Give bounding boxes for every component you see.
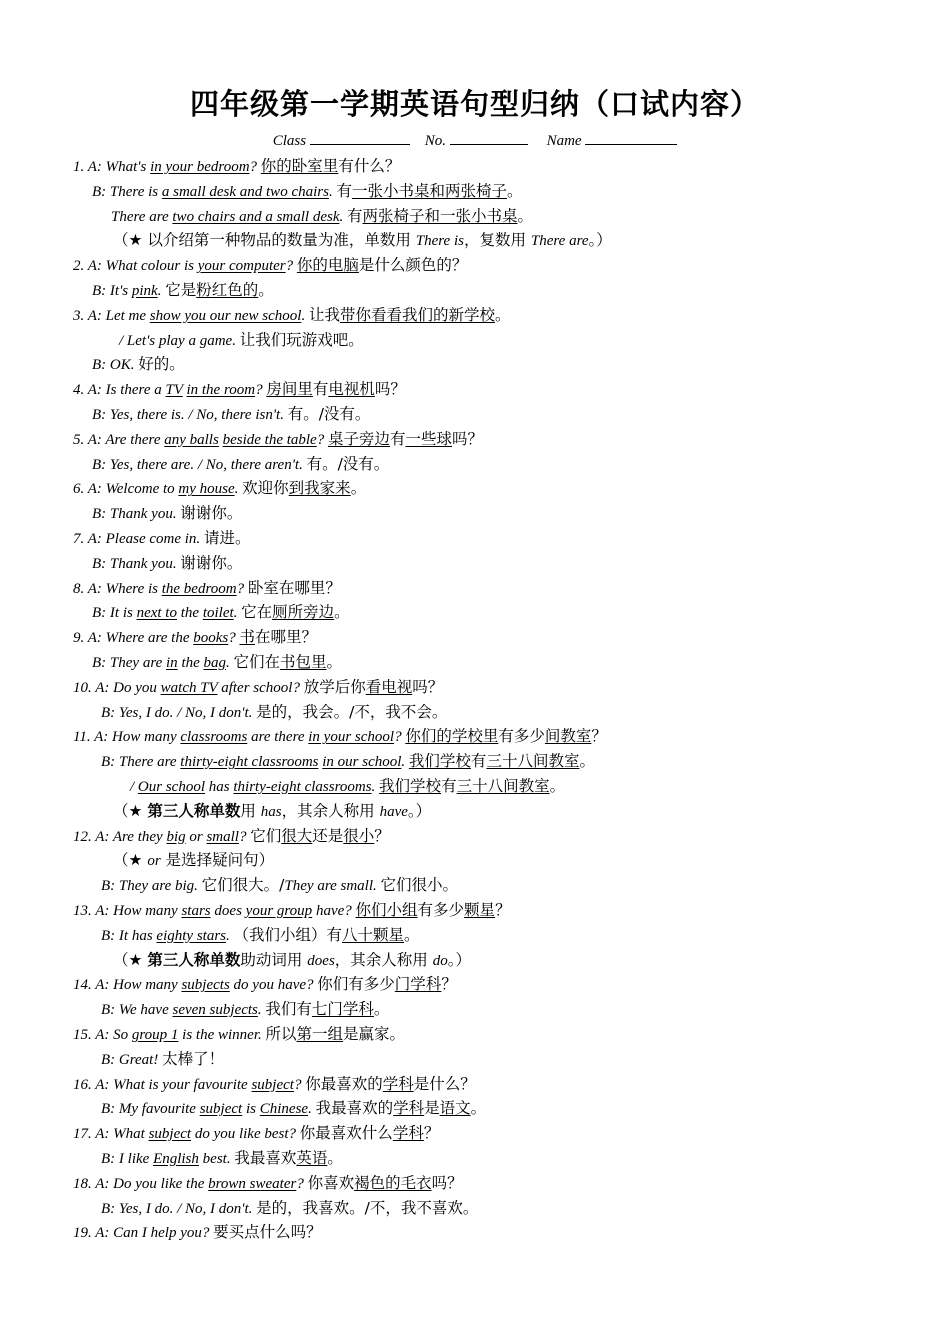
- chinese-text: 太棒了！: [162, 1049, 225, 1068]
- english-text: B: They are: [92, 655, 167, 671]
- chinese-text: （★: [113, 801, 148, 820]
- chinese-text: 。: [470, 1099, 487, 1118]
- sentence-line: [113, 948, 471, 972]
- underlined-phrase: 第一组: [296, 1025, 344, 1043]
- underlined-phrase: 学科: [393, 1099, 425, 1118]
- underlined-phrase: English: [153, 1151, 199, 1167]
- chinese-text: 有: [336, 181, 352, 200]
- underlined-phrase: 八十颗星: [342, 925, 405, 944]
- sentence-line: [92, 179, 523, 203]
- sentence-line: [73, 303, 511, 327]
- sentence-line: [73, 1171, 463, 1195]
- english-text: B: Thank you.: [92, 555, 181, 572]
- underlined-phrase: small: [206, 828, 239, 845]
- chinese-text: 它们在: [233, 653, 281, 671]
- english-text: B: OK.: [92, 357, 139, 374]
- underlined-phrase: watch TV: [160, 679, 218, 696]
- sentence-line: [113, 848, 274, 872]
- chinese-text: （★: [113, 851, 148, 870]
- chinese-text: 有: [470, 752, 487, 771]
- underlined-phrase: stars: [181, 903, 211, 919]
- chinese-text: 。）: [447, 950, 471, 969]
- underlined-phrase: Chinese: [259, 1101, 309, 1118]
- english-text: B: There is: [92, 183, 162, 200]
- chinese-text: 第三人称单数: [147, 801, 241, 820]
- underlined-phrase: thirty-eight classrooms: [233, 779, 372, 795]
- english-text: ?: [394, 729, 406, 746]
- chinese-text: 。: [404, 925, 420, 944]
- underlined-phrase: 语文: [439, 1099, 471, 1118]
- english-text: best.: [198, 1151, 235, 1167]
- chinese-text: 所以: [265, 1025, 297, 1043]
- english-text: the: [176, 605, 203, 622]
- chinese-text: （★ 以介绍第一种物品的数量为准，单数用: [113, 231, 416, 250]
- chinese-text: 有多少: [498, 727, 545, 746]
- chinese-text: 吗？: [431, 1173, 463, 1192]
- english-text: has: [205, 779, 234, 795]
- english-text: 6. A: Welcome to: [73, 481, 179, 498]
- sentence-line: [73, 898, 511, 922]
- chinese-text: 有什么？: [338, 157, 401, 175]
- sentence-line: [92, 600, 350, 624]
- english-text: B: It's: [92, 283, 132, 299]
- english-text: do: [432, 952, 448, 969]
- underlined-phrase: TV: [165, 382, 183, 399]
- sentence-line: [92, 650, 342, 674]
- english-text: .: [301, 307, 309, 324]
- chinese-text: 我最喜欢的: [315, 1099, 394, 1118]
- english-text: B: Yes, I do. / No, I don't.: [101, 1200, 257, 1217]
- english-text: 1. A: What's: [73, 159, 151, 175]
- chinese-text: 有多少: [417, 901, 465, 919]
- english-text: There is: [415, 233, 464, 250]
- english-text: B: There are: [101, 754, 181, 771]
- sentence-line: [92, 352, 185, 376]
- chinese-text: 是: [424, 1099, 440, 1118]
- underlined-phrase: next to: [136, 605, 177, 622]
- chinese-text: 在哪里？: [255, 628, 318, 647]
- english-text: ?: [255, 382, 267, 399]
- student-info-line: [0, 130, 950, 150]
- chinese-text: （我们小组）有: [233, 925, 343, 944]
- underlined-phrase: in: [166, 655, 178, 671]
- underlined-phrase: any balls: [164, 431, 219, 448]
- underlined-phrase: 你们小组: [355, 901, 418, 919]
- chinese-text: 。: [517, 206, 534, 225]
- chinese-text: 谢谢你。: [180, 553, 243, 572]
- underlined-phrase: 桌子旁边: [327, 429, 390, 448]
- chinese-text: 有。/没有。: [287, 405, 371, 423]
- sentence-line: [73, 824, 390, 848]
- english-text: 11. A: How many: [73, 729, 181, 746]
- english-text: .: [328, 183, 337, 200]
- english-text: 17. A: What: [73, 1126, 149, 1143]
- sentence-line: [111, 204, 533, 228]
- english-text: after school?: [217, 679, 304, 696]
- chinese-text: 吗？: [374, 380, 406, 399]
- english-text: B: I like: [101, 1151, 154, 1167]
- english-text: B: Great!: [101, 1051, 163, 1068]
- english-text: .: [233, 605, 242, 622]
- sentence-line: [73, 427, 483, 451]
- sentence-line: [101, 700, 447, 724]
- class-blank: [310, 130, 410, 145]
- chinese-text: ，其余人称用: [281, 801, 380, 820]
- underlined-phrase: thirty-eight classrooms: [180, 754, 319, 771]
- english-text: .: [401, 754, 409, 771]
- chinese-text: 有: [312, 380, 329, 399]
- chinese-text: ，复数用: [463, 231, 531, 250]
- english-text: B: We have: [101, 1002, 173, 1019]
- underlined-phrase: 学科: [392, 1124, 424, 1143]
- sentence-line: [73, 154, 400, 178]
- underlined-phrase: 到我家来: [288, 479, 351, 498]
- english-text: .: [157, 283, 166, 299]
- underlined-phrase: 褐色的毛衣: [354, 1173, 432, 1192]
- sentence-line: [73, 377, 406, 401]
- english-text: have: [379, 803, 408, 820]
- chinese-text: 有: [346, 206, 363, 225]
- chinese-text: ？: [374, 826, 390, 845]
- chinese-text: 。: [350, 479, 367, 498]
- english-text: .: [234, 481, 243, 498]
- english-text: 15. A: So: [73, 1027, 132, 1043]
- underlined-phrase: Our school: [137, 779, 206, 795]
- english-text: .: [226, 655, 234, 671]
- underlined-phrase: pink: [131, 283, 158, 299]
- english-text: ?: [238, 828, 251, 845]
- english-text: is the winner.: [178, 1027, 266, 1043]
- chinese-text: 吗？: [412, 677, 444, 696]
- chinese-text: 有: [389, 429, 406, 448]
- english-text: .: [308, 1101, 316, 1118]
- sentence-line: [92, 278, 274, 302]
- sentence-line: [73, 724, 607, 748]
- chinese-text: 我们有: [265, 1000, 312, 1019]
- english-text: 7. A: Please come in.: [73, 531, 204, 547]
- underlined-phrase: big: [166, 828, 186, 845]
- chinese-text: 。）: [588, 231, 612, 250]
- underlined-phrase: the bedroom: [161, 580, 237, 597]
- chinese-text: 要买点什么吗？: [213, 1223, 322, 1242]
- chinese-text: ，其余人称用: [334, 950, 433, 969]
- english-text: or: [147, 853, 161, 870]
- sentence-line: [73, 476, 366, 500]
- underlined-phrase: in our school: [322, 754, 402, 771]
- underlined-phrase: 三十八间教室: [456, 777, 550, 795]
- underlined-phrase: 间教室: [544, 727, 592, 746]
- chinese-text: 。: [327, 1149, 343, 1167]
- sentence-line: [101, 1047, 224, 1071]
- sentence-line: [73, 526, 250, 550]
- chinese-text: 是选择疑问句）: [160, 851, 275, 870]
- underlined-phrase: 三十八间教室: [486, 752, 580, 771]
- chinese-text: 它们很大。/: [201, 876, 285, 895]
- english-text: 8. A: Where is: [73, 580, 162, 597]
- underlined-phrase: beside the table: [222, 431, 317, 448]
- english-text: / Let's play a game.: [119, 332, 240, 349]
- underlined-phrase: 粉红色的: [196, 281, 259, 299]
- underlined-phrase: brown sweater: [208, 1175, 297, 1192]
- underlined-phrase: in your bedroom: [150, 159, 250, 175]
- sentence-line: [113, 799, 431, 823]
- underlined-phrase: two chairs and a small desk: [172, 208, 340, 225]
- english-text: ?: [296, 1175, 308, 1192]
- chinese-text: 它是: [165, 281, 197, 299]
- english-text: ?: [285, 258, 297, 275]
- sentence-line: [92, 501, 242, 525]
- english-text: does: [210, 903, 246, 919]
- underlined-phrase: your computer: [197, 258, 286, 275]
- english-text: B: It is: [92, 605, 137, 622]
- chinese-text: 还是: [312, 826, 344, 845]
- name-blank: [585, 130, 677, 145]
- english-text: There are: [530, 233, 589, 250]
- english-text: is: [242, 1101, 260, 1118]
- sentence-line: [73, 625, 317, 649]
- english-text: ?: [249, 159, 261, 175]
- chinese-text: 欢迎你: [242, 479, 289, 498]
- underlined-phrase: subject: [251, 1076, 294, 1093]
- underlined-phrase: 带你看看我们的新学校: [339, 305, 495, 324]
- underlined-phrase: 七门学科: [311, 1000, 374, 1019]
- underlined-phrase: 两张椅子和一张小书桌: [362, 206, 518, 225]
- chinese-text: 。: [373, 1000, 390, 1019]
- chinese-text: 是的，我喜欢。/不，我不喜欢。: [256, 1198, 479, 1217]
- underlined-phrase: 英语: [296, 1149, 328, 1167]
- english-text: .: [257, 1002, 266, 1019]
- sentence-line: [73, 1072, 476, 1096]
- underlined-phrase: in your school: [308, 729, 395, 746]
- underlined-phrase: show you our new school: [149, 307, 302, 324]
- underlined-phrase: books: [193, 630, 229, 647]
- underlined-phrase: group 1: [131, 1027, 179, 1043]
- english-text: B: They are big.: [101, 878, 202, 895]
- english-text: 3. A: Let me: [73, 307, 150, 324]
- sentence-line: [113, 228, 612, 252]
- sentence-line: [130, 774, 565, 798]
- chinese-text: 你最喜欢的: [305, 1074, 383, 1093]
- underlined-phrase: 你们的学校里: [405, 727, 499, 746]
- sentence-line: [101, 1146, 343, 1170]
- chinese-text: ？: [591, 727, 607, 746]
- sentence-line: [101, 749, 595, 773]
- underlined-phrase: subject: [199, 1101, 243, 1118]
- sentence-line: [73, 1022, 405, 1046]
- underlined-phrase: 门学科: [394, 975, 442, 994]
- underlined-phrase: 厕所旁边: [272, 603, 335, 622]
- english-text: B: Yes, there are. / No, there aren't.: [92, 456, 307, 473]
- underlined-phrase: subject: [148, 1126, 192, 1143]
- english-text: There are: [111, 208, 173, 225]
- chinese-text: 你喜欢: [307, 1173, 355, 1192]
- sentence-line: [73, 675, 443, 699]
- name-label: Name: [546, 133, 582, 149]
- chinese-text: 它在: [241, 603, 273, 622]
- english-text: 14. A: How many: [73, 977, 182, 994]
- underlined-phrase: 一张小书桌和两张椅子: [351, 181, 507, 200]
- english-text: 2. A: What colour is: [73, 258, 198, 275]
- sentence-line: [92, 402, 370, 426]
- sentence-line: [101, 923, 420, 947]
- underlined-phrase: subjects: [181, 977, 230, 994]
- english-text: 9. A: Where are the: [73, 630, 194, 647]
- chinese-text: 它们很小。: [380, 876, 459, 895]
- chinese-text: 。: [579, 752, 595, 771]
- english-text: .: [339, 208, 347, 225]
- chinese-text: 是什么颜色的？: [358, 256, 468, 275]
- english-text: 4. A: Is there a: [73, 382, 166, 399]
- underlined-phrase: 房间里: [266, 380, 313, 399]
- chinese-text: 有: [441, 777, 457, 795]
- english-text: .: [226, 927, 234, 944]
- sentence-line: [101, 1096, 486, 1120]
- underlined-phrase: 颗星: [464, 901, 496, 919]
- underlined-phrase: 我们学校: [408, 752, 471, 771]
- underlined-phrase: 看电视: [365, 677, 413, 696]
- underlined-phrase: 一些球: [405, 429, 453, 448]
- english-text: B: Thank you.: [92, 506, 181, 523]
- chinese-text: 。: [506, 181, 523, 200]
- chinese-text: （★: [113, 950, 148, 969]
- english-text: 18. A: Do you like the: [73, 1175, 209, 1192]
- underlined-phrase: 书包里: [280, 653, 327, 671]
- underlined-phrase: 很小: [343, 826, 375, 845]
- english-text: have?: [312, 903, 356, 919]
- english-text: are there: [247, 729, 309, 746]
- chinese-text: 我最喜欢: [234, 1149, 297, 1167]
- underlined-phrase: 电视机: [328, 380, 375, 399]
- sentence-line: [92, 551, 242, 575]
- chinese-text: 让我们玩游戏吧。: [239, 330, 364, 349]
- chinese-text: 是的，我会。/不，我不会。: [256, 702, 448, 721]
- english-text: 16. A: What is your favourite: [73, 1076, 252, 1093]
- english-text: B: Yes, I do. / No, I don't.: [101, 704, 257, 721]
- english-text: ?: [228, 630, 240, 647]
- chinese-text: 。: [258, 281, 274, 299]
- underlined-phrase: a small desk and two chairs: [161, 183, 329, 200]
- underlined-phrase: 我们学校: [379, 777, 442, 795]
- chinese-text: 是什么？: [413, 1074, 476, 1093]
- chinese-text: 。）: [407, 801, 432, 820]
- chinese-text: ？: [441, 975, 457, 994]
- chinese-text: 谢谢你。: [180, 504, 243, 523]
- chinese-text: 请进。: [203, 529, 251, 547]
- english-text: do you like best?: [191, 1126, 300, 1143]
- english-text: does: [307, 952, 335, 969]
- chinese-text: 。: [334, 603, 350, 622]
- chinese-text: 好的。: [138, 355, 185, 374]
- english-text: ?: [316, 431, 328, 448]
- sentence-line: [101, 1196, 478, 1220]
- chinese-text: 你们有多少: [317, 975, 395, 994]
- underlined-phrase: 你的电脑: [296, 256, 359, 275]
- chinese-text: 卧室在哪里？: [247, 578, 341, 597]
- sentence-line: [73, 253, 467, 277]
- chinese-text: 用: [240, 801, 261, 820]
- underlined-phrase: my house: [178, 481, 235, 498]
- english-text: /: [130, 779, 138, 795]
- underlined-phrase: in the room: [186, 382, 256, 399]
- english-text: They are small.: [284, 878, 381, 895]
- sentence-line: [73, 1121, 439, 1145]
- english-text: 10. A: Do you: [73, 679, 161, 696]
- chinese-text: 。: [549, 777, 566, 795]
- sentence-line: [101, 997, 389, 1021]
- chinese-text: 让我: [308, 305, 340, 324]
- chinese-text: 是赢家。: [343, 1025, 406, 1043]
- underlined-phrase: classrooms: [180, 729, 248, 746]
- class-label: Class: [272, 133, 307, 149]
- underlined-phrase: your group: [245, 903, 313, 919]
- english-text: 12. A: Are they: [73, 828, 167, 845]
- english-text: B: It has: [101, 927, 157, 944]
- chinese-text: 助动词用: [240, 950, 308, 969]
- underlined-phrase: toilet: [202, 605, 234, 622]
- underlined-phrase: eighty stars: [156, 927, 227, 944]
- chinese-text: 有。/没有。: [306, 454, 390, 473]
- page-title: 四年级第一学期英语句型归纳（口试内容）: [189, 87, 760, 121]
- sentence-line: [73, 576, 341, 600]
- english-text: has: [260, 803, 282, 820]
- chinese-text: ？: [423, 1124, 440, 1143]
- chinese-text: 你最喜欢什么: [299, 1124, 393, 1143]
- number-blank: [450, 130, 528, 145]
- chinese-text: 放学后你: [303, 677, 366, 696]
- no-label: No.: [424, 133, 447, 149]
- english-text: do you have?: [229, 977, 318, 994]
- english-text: 13. A: How many: [73, 903, 182, 919]
- sentence-line: [73, 972, 457, 996]
- english-text: or: [185, 828, 207, 845]
- underlined-phrase: 学科: [382, 1074, 414, 1093]
- chinese-text: 第三人称单数: [147, 950, 241, 969]
- sentence-line: [73, 1220, 322, 1244]
- english-text: ?: [236, 580, 248, 597]
- chinese-text: 吗？: [452, 429, 484, 448]
- sentence-line: [119, 328, 364, 352]
- chinese-text: 。: [495, 305, 511, 324]
- english-text: 5. A: Are there: [73, 431, 165, 448]
- english-text: .: [371, 779, 380, 795]
- underlined-phrase: 很大: [281, 826, 313, 845]
- underlined-phrase: 书: [239, 628, 256, 647]
- english-text: the: [177, 655, 204, 671]
- underlined-phrase: bag: [203, 655, 227, 671]
- chinese-text: 。: [326, 653, 343, 671]
- sentence-line: [92, 452, 389, 476]
- underlined-phrase: 你的卧室里: [260, 157, 339, 175]
- english-text: 19. A: Can I help you?: [73, 1225, 214, 1242]
- chinese-text: 它们: [250, 826, 282, 845]
- chinese-text: ？: [495, 901, 511, 919]
- english-text: B: Yes, there is. / No, there isn't.: [92, 407, 288, 423]
- sentence-line: [101, 873, 458, 897]
- english-text: B: My favourite: [101, 1101, 200, 1118]
- underlined-phrase: seven subjects: [172, 1002, 258, 1019]
- english-text: ?: [293, 1076, 306, 1093]
